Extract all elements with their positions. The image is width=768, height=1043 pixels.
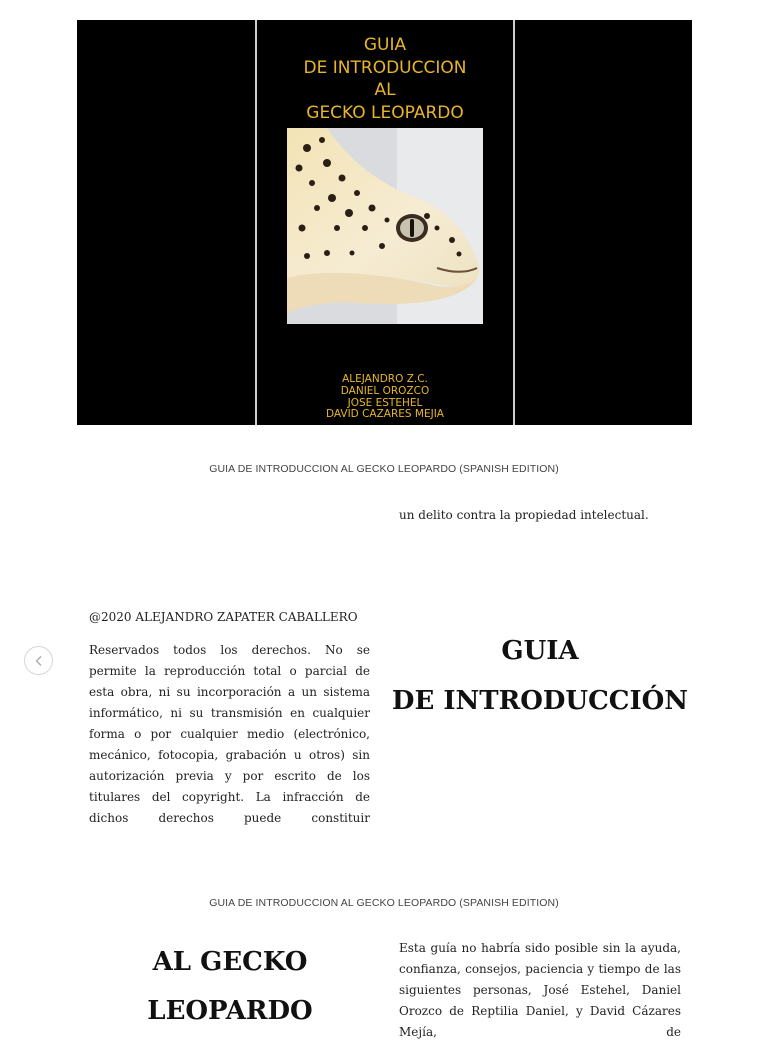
- copyright-line: @2020 ALEJANDRO ZAPATER CABALLERO: [89, 610, 358, 624]
- page-caption: GUIA DE INTRODUCCION AL GECKO LEOPARDO (SPANISH EDITION): [209, 463, 559, 475]
- title-heading-line4: LEOPARDO: [147, 996, 313, 1026]
- cover-author: DAVID CAZARES MEJIA: [325, 408, 444, 421]
- chevron-left-icon: [33, 655, 45, 667]
- title-heading-line2: DE INTRODUCCIÓN: [391, 686, 689, 716]
- cover-title: GUIA DE INTRODUCCION AL GECKO LEOPARDO: [303, 35, 467, 123]
- cover-author: JOSE ESTEHEL: [347, 396, 423, 409]
- cover-author: ALEJANDRO Z.C.: [342, 373, 428, 385]
- gecko-illustration: [287, 128, 483, 324]
- book-cover: [77, 20, 692, 425]
- title-heading-line3: AL GECKO: [152, 947, 308, 977]
- previous-page-button[interactable]: [24, 646, 53, 675]
- rights-continuation: un delito contra la propiedad intelectual.: [399, 508, 649, 522]
- spine-divider-right: [513, 20, 515, 425]
- cover-author: DANIEL OROZCO: [340, 384, 430, 397]
- acknowledgements-paragraph: Esta guía no habría sido posible sin la ayuda, confianza, consejos, paciencia y tiempo de las siguientes personas, José Estehel, Daniel Orozco de Reptilia Daniel, y David Cázares Mejía, de: [399, 941, 681, 1039]
- gecko-photo: [287, 128, 483, 324]
- cover-authors: [257, 374, 513, 421]
- rights-paragraph: Reservados todos los derechos. No se permite la reproducción total o parcial de esta obra, ni su incorporación a un sistema informático, ni su transmisión en cualquier forma o por cualquier medio (electrónico, mecánico, fotocopia, grabación u otros) sin autorización previa y por escrito de los titulares del copyright. La infracción de dichos derechos puede constituir: [89, 643, 370, 825]
- title-heading-line1: GUIA: [501, 636, 579, 666]
- page-caption: GUIA DE INTRODUCCION AL GECKO LEOPARDO (SPANISH EDITION): [209, 897, 559, 909]
